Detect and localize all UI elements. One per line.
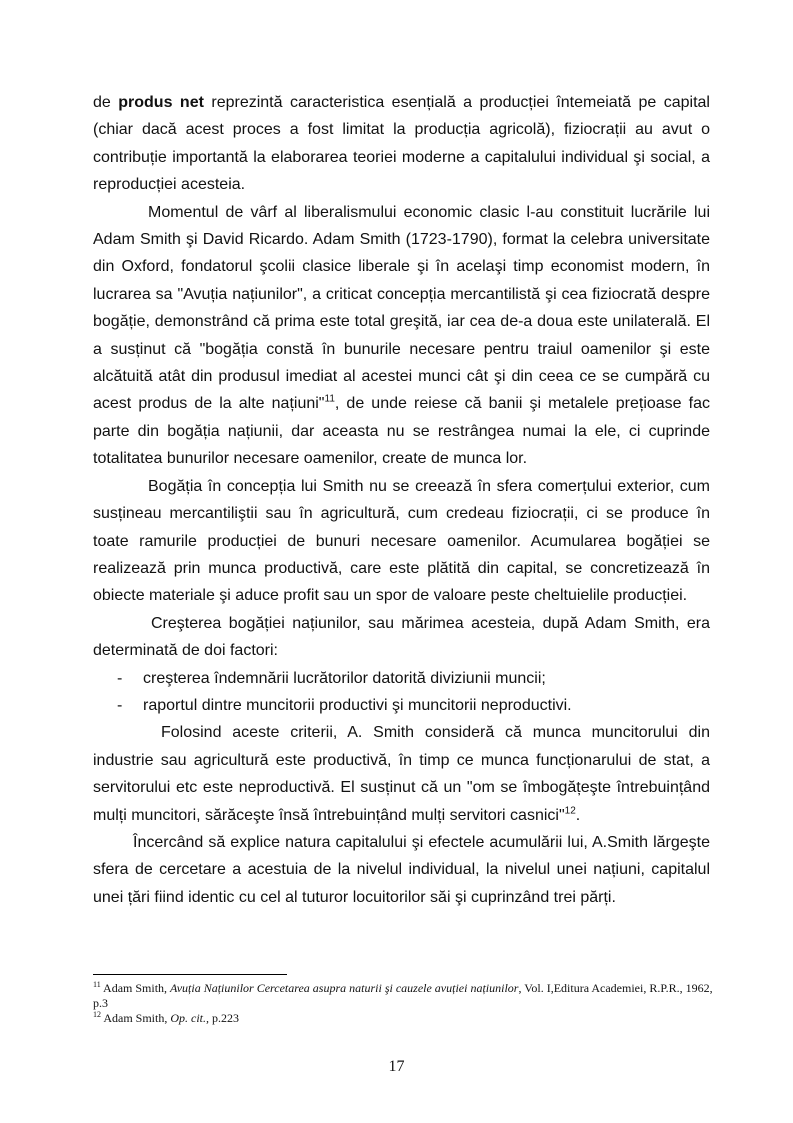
footnotes xyxy=(93,981,713,1026)
paragraph-6: Încercând să explice natura capitalului şi efectele acumulării lui, A.Smith lărgeşte sfera de cercetare a acestuia de la nivelul individual, la nivelul unei națiuni, capitalul unei țări fiind identic cu cel al tuturor locuitorilor săi şi cuprinzând trei părți. xyxy=(93,833,710,906)
paragraph-1-rest: reprezintă caracteristica esențială a producției întemeiată pe capital (chiar dacă acest proces a fost limitat la producția agricolă), fiziocrații au avut o contribuție importantă la elaborarea teoriei moderne a capitalului individual şi social, a reproducției acesteia. xyxy=(93,94,710,194)
paragraph-1 xyxy=(93,89,710,199)
footnote-12 xyxy=(93,1011,713,1026)
body-text xyxy=(93,89,710,911)
footnote-author: Adam Smith, xyxy=(100,981,171,995)
footnote-ref-11[interactable]: 11 xyxy=(324,394,335,406)
page-number: 17 xyxy=(388,1058,405,1075)
paragraph-5 xyxy=(93,719,710,829)
list-item-text: raportul dintre muncitorii productivi şi muncitorii neproductivi. xyxy=(143,696,572,714)
footnote-11 xyxy=(93,981,713,1011)
paragraph-5-end: . xyxy=(575,806,581,824)
footnote-title: Avuția Națiunilor Cercetarea asupra naturii şi cauzele avuției națiunilor xyxy=(170,981,519,995)
paragraph-2-rest: , de unde reiese că banii şi metalele prețioase fac parte din bogăția națiunii, dar aceasta nu se restrângea numai la ele, ci cuprinde totalitatea bunurilor necesare oamenilor, create de munca lor. xyxy=(93,395,711,468)
list-item xyxy=(93,665,710,692)
footnote-ref-12[interactable]: 12 xyxy=(564,805,576,817)
footnote-number: 11 xyxy=(93,980,101,989)
paragraph-2-text: Momentul de vârf al liberalismului economic clasic l-au constituit lucrările lui Adam Smith şi David Ricardo. Adam Smith (1723-1790), format la celebra universitate din Oxford, fondatorul şcolii clasice liberale şi în acelaşi timp economist modern, în lucrarea sa "Avuția națiunilor", a criticat concepția mercantilistă şi cea fiziocrată despre bogăție, demonstrând că prima este total greşită, iar cea de-a doua este unilaterală. El a susținut că "bogăția constă în bunurile necesare pentru traiul oamenilor şi este alcătuită atât din produsul imediat al acestei munci cât şi din ceea ce se cumpără cu acest produs de la alte națiuni" xyxy=(93,203,710,413)
footnote-number: 12 xyxy=(93,1010,101,1019)
footnote-title: Op. cit., xyxy=(170,1011,210,1025)
list-dash: - xyxy=(117,669,123,687)
paragraph-5-text: Folosind aceste criterii, A. Smith consideră că munca muncitorului din industrie sau agricultură este productivă, în timp ce munca funcționarului de stat, a servitorului etc este neproductivă. El susținut că un "om se îmbogățeşte întrebuințând mulți muncitori, sărăceşte însă întrebuințând mulți servitori casnici" xyxy=(93,724,710,824)
list-item-text: creşterea îndemnării lucrătorilor datorită diviziunii muncii; xyxy=(143,669,546,687)
factor-list xyxy=(93,665,710,720)
footnote-details: p.223 xyxy=(209,1011,240,1025)
footnote-details: , Vol. I,Editura Academiei, R.P.R., 1962, p.3 xyxy=(93,981,713,1010)
list-item xyxy=(93,692,710,719)
paragraph-3: Bogăția în concepția lui Smith nu se creează în sfera comerțului exterior, cum susțineau mercantiliştii sau în agricultură, cum credeau fiziocrații, ci se produce în toate ramurile producției de bunuri necesare oamenilor. Acumularea bogăției se realizează prin munca productivă, care este plătită din capital, se concretizează în obiecte materiale şi aduce profit sau un spor de valoare peste cheltuielile producției. xyxy=(93,477,710,605)
paragraph-1-start: de xyxy=(93,94,119,111)
list-dash: - xyxy=(117,696,123,714)
bold-term: produs net xyxy=(118,94,204,111)
footnote-author: Adam Smith, xyxy=(101,1011,171,1025)
paragraph-2 xyxy=(93,199,710,473)
footnote-separator xyxy=(93,974,287,975)
paragraph-4: Creşterea bogăției națiunilor, sau mărimea acesteia, după Adam Smith, era determinată de doi factori: xyxy=(93,614,710,660)
